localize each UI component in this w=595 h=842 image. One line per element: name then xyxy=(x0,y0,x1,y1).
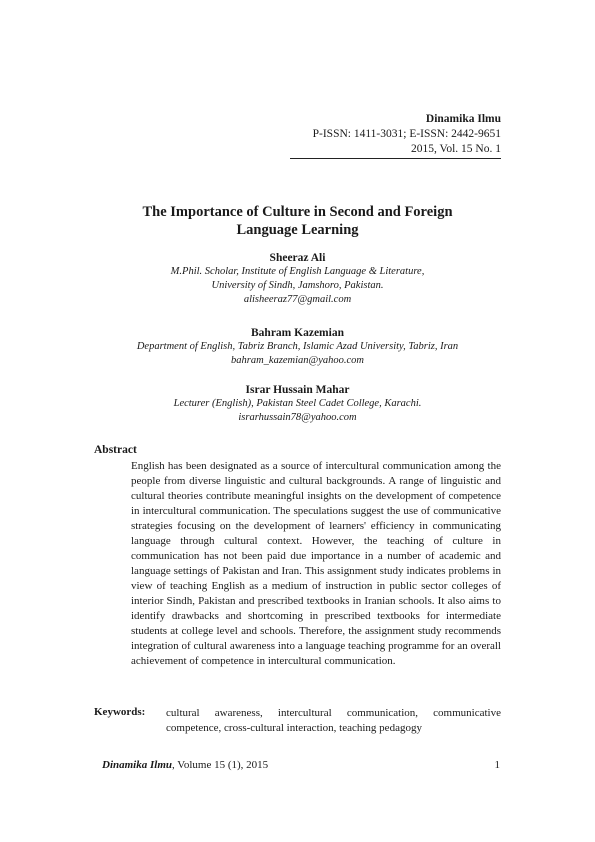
keywords-label xyxy=(94,706,145,718)
footer-citation xyxy=(102,759,268,771)
keywords-separator: : xyxy=(141,706,146,718)
author-block-3 xyxy=(0,383,595,425)
journal-volume: 2015, Vol. 15 No. 1 xyxy=(411,143,501,155)
journal-issn: P-ISSN: 1411-3031; E-ISSN: 2442-9651 xyxy=(312,128,501,140)
journal-name: Dinamika Ilmu xyxy=(425,113,501,125)
author-name: Sheeraz Ali xyxy=(269,252,326,264)
author-email: bahram_kazemian@yahoo.com xyxy=(230,355,364,366)
paper-title xyxy=(0,203,595,239)
author-affiliation: University of Sindh, Jamshoro, Pakistan. xyxy=(211,280,384,291)
page-number: 1 xyxy=(494,759,500,771)
abstract-heading: Abstract xyxy=(94,444,137,456)
header-rule xyxy=(290,158,501,159)
author-affiliation: M.Phil. Scholar, Institute of English Language & Literature, xyxy=(170,266,425,277)
author-email: israrhussain78@yahoo.com xyxy=(238,412,357,423)
keywords-label-text: Keywords xyxy=(94,706,142,718)
journal-header xyxy=(313,112,501,157)
keywords-text: cultural awareness, intercultural communication, communicative competence, cross-cultural interaction, teaching pedagogy xyxy=(166,707,501,734)
author-name: Bahram Kazemian xyxy=(251,327,344,339)
author-affiliation: Department of English, Tabriz Branch, Islamic Azad University, Tabriz, Iran xyxy=(136,341,459,352)
abstract-text: English has been designated as a source of intercultural communication among the people from diverse linguistic and cultural backgrounds. A range of linguistic and cultural theories contribute meaningful insights on the development of competence in intercultural communication. The speculations suggest the use of communicative strategies focusing on the development of learners' efficiency in communicating language through cultural context. However, the teaching of culture in communication has not been paid due importance in a number of academic and language settings of Pakistan and Iran. This assignment study indicates problems in view of teaching English as a medium of instruction in public sector colleges of interior Sindh, Pakistan and prescribed textbooks in Iranian schools. It also aims to identify drawbacks and shortcoming in prescribed textbooks for intermediate students at college level and schools. Therefore, the assignment study recommends integration of cultural awareness into a language teaching programme for an overall achievement of competence in intercultural communication. xyxy=(131,460,501,667)
author-email: alisheeraz77@gmail.com xyxy=(243,294,352,305)
author-block-2 xyxy=(0,326,595,368)
author-block-1 xyxy=(0,251,595,307)
title-line-2: Language Learning xyxy=(236,222,359,238)
author-affiliation: Lecturer (English), Pakistan Steel Cadet College, Karachi. xyxy=(173,398,422,409)
author-name: Israr Hussain Mahar xyxy=(245,384,350,396)
footer-volume: , Volume 15 (1), 2015 xyxy=(172,759,269,771)
title-line-1: The Importance of Culture in Second and Foreign xyxy=(142,204,453,220)
footer-journal-name: Dinamika Ilmu xyxy=(102,759,172,771)
